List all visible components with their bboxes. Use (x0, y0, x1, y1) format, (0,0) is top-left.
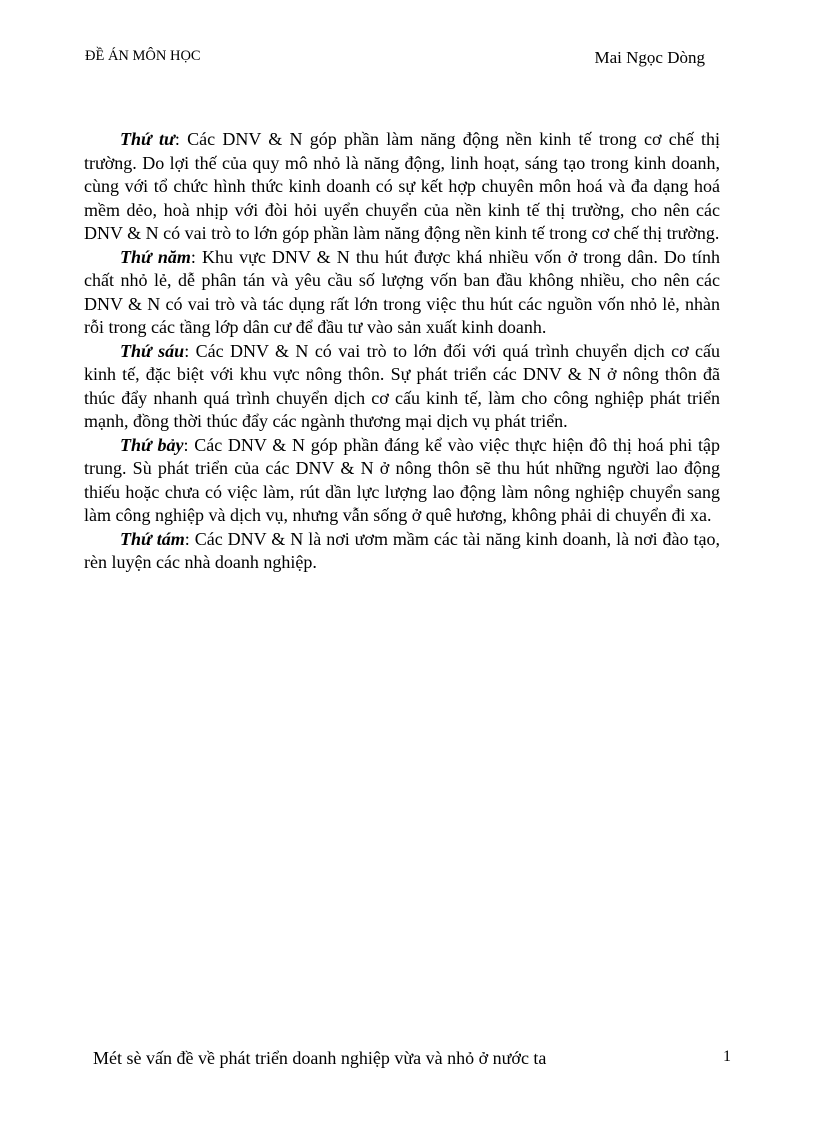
paragraph-text: : Các DNV & N có vai trò to lớn đối với quá trình chuyển dịch cơ cấu kinh tế, đặc biệt với khu vực nông thôn. Sự phát triển các DNV & N ở nông thôn đã thúc đẩy nhanh quá trình chuyển dịch cơ cấu kinh tế, làm cho công nghiệp phát triển mạnh, đồng thời thúc đẩy các ngành thương mại dịch vụ phát triển. (84, 340, 720, 431)
paragraph-lead: Thứ bảy (120, 434, 184, 455)
page-number: 1 (723, 1048, 731, 1065)
header-course-title: ĐỀ ÁN MÔN HỌC (85, 48, 201, 64)
document-body (84, 128, 720, 575)
footer-document-title: Mét sè vấn đề về phát triển doanh nghiệp vừa và nhỏ ở nước ta (93, 1048, 547, 1068)
paragraph-lead: Thứ tư (120, 129, 175, 149)
paragraph-text: : Các DNV & N góp phần đáng kể vào việc thực hiện đô thị hoá phi tập trung. Sù phát triển của các DNV & N ở nông thôn sẽ thu hút những người lao động thiếu hoặc chưa có việc làm, rút dần lực lượng lao động làm nông nghiệp chuyển sang làm công nghiệp và dịch vụ, nhưng vẫn sống ở quê hương, không phải di chuyển đi xa. (84, 434, 721, 525)
paragraph-thu-sau (84, 340, 720, 434)
paragraph-text: : Các DNV & N góp phần làm năng động nền kinh tế trong cơ chế thị trường. Do lợi thế của quy mô nhỏ là năng động, linh hoạt, sáng tạo trong kinh doanh, cùng với tổ chức hình thức kinh doanh có sự kết hợp chuyên môn hoá và đa dạng hoá mềm dẻo, hoà nhịp với đòi hỏi uyển chuyển của nền kinh tế thị trường, cho nên các DNV & N có vai trò to lớn góp phần làm năng động nền kinh tế trong cơ chế thị trường. (84, 129, 721, 243)
paragraph-lead: Thứ tám (120, 528, 185, 549)
paragraph-thu-bay (84, 434, 720, 528)
paragraph-thu-nam (84, 246, 720, 340)
paragraph-thu-tam (84, 528, 720, 575)
header-author-name: Mai Ngọc Dòng (594, 48, 705, 67)
page-header (85, 48, 705, 70)
paragraph-thu-tu (84, 128, 720, 246)
paragraph-text: : Các DNV & N là nơi ươm mầm các tài năng kinh doanh, là nơi đào tạo, rèn luyện các nhà doanh nghiệp. (84, 528, 720, 572)
paragraph-lead: Thứ năm (120, 246, 191, 267)
paragraph-lead: Thứ sáu (120, 340, 185, 361)
page-footer (93, 1048, 731, 1070)
paragraph-text: : Khu vực DNV & N thu hút được khá nhiều vốn ở trong dân. Do tính chất nhỏ lẻ, dễ phân tán và yêu cầu số lượng vốn ban đầu không nhiều, cho nên các DNV & N có vai trò và tác dụng rất lớn trong việc thu hút các nguồn vốn nhỏ lẻ, nhàn rỗi trong các tầng lớp dân cư để đầu tư vào sản xuất kinh doanh. (84, 246, 720, 337)
